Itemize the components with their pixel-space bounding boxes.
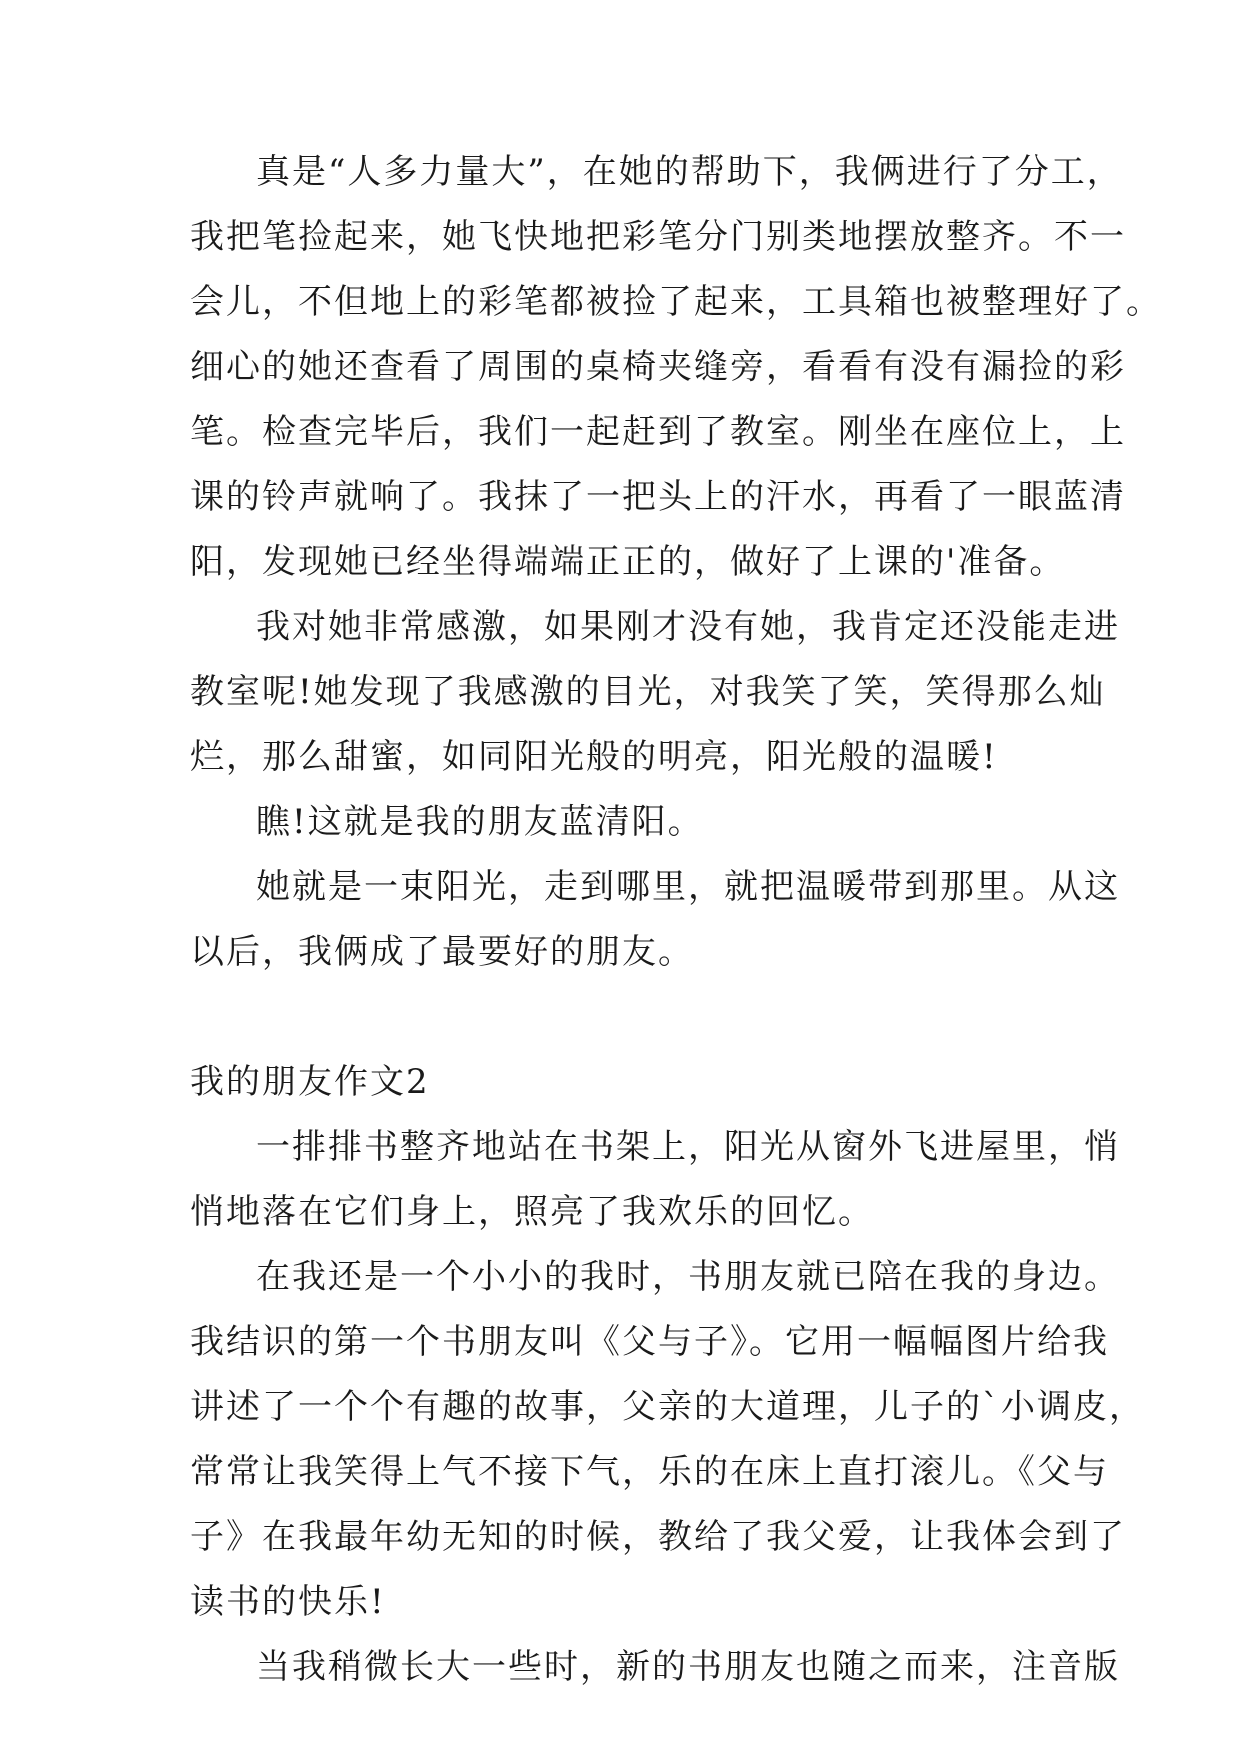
text-line: 会儿，不但地上的彩笔都被捡了起来，工具箱也被整理好了。 <box>190 282 1162 322</box>
text-line: 她就是一束阳光，走到哪里，就把温暖带到那里。从这 <box>256 867 1120 907</box>
text-line: 当我稍微长大一些时，新的书朋友也随之而来，注音版 <box>256 1647 1120 1687</box>
text-line: 我结识的第一个书朋友叫《父与子》。它用一幅幅图片给我 <box>190 1322 1109 1362</box>
text-line: 课的铃声就响了。我抹了一把头上的汗水，再看了一眼蓝清 <box>190 477 1126 517</box>
text-line: 真是“人多力量大”，在她的帮助下，我俩进行了分工， <box>256 152 1123 192</box>
text-line: 我把笔捡起来，她飞快地把彩笔分门别类地摆放整齐。不一 <box>190 217 1126 257</box>
text-line: 细心的她还查看了周围的桌椅夹缝旁，看看有没有漏捡的彩 <box>190 347 1126 387</box>
text-line: 在我还是一个小小的我时，书朋友就已陪在我的身边。 <box>256 1257 1120 1297</box>
text-line: 我对她非常感激，如果刚才没有她，我肯定还没能走进 <box>256 607 1120 647</box>
text-line: 阳，发现她已经坐得端端正正的，做好了上课的'准备。 <box>190 542 1066 582</box>
text-line: 悄地落在它们身上，照亮了我欢乐的回忆。 <box>190 1192 874 1232</box>
text-line: 以后，我俩成了最要好的朋友。 <box>190 932 694 972</box>
text-line: 教室呢!她发现了我感激的目光，对我笑了笑，笑得那么灿 <box>190 672 1106 712</box>
text-line: 笔。检查完毕后，我们一起赶到了教室。刚坐在座位上，上 <box>190 412 1126 452</box>
text-line: 烂，那么甜蜜，如同阳光般的明亮，阳光般的温暖! <box>190 737 998 777</box>
text-line: 瞧!这就是我的朋友蓝清阳。 <box>256 802 704 842</box>
text-line: 一排排书整齐地站在书架上，阳光从窗外飞进屋里，悄 <box>256 1127 1120 1167</box>
text-line: 子》在我最年幼无知的时候，教给了我父爱，让我体会到了 <box>190 1517 1126 1557</box>
text-line: 常常让我笑得上气不接下气，乐的在床上直打滚儿。《父与 <box>190 1452 1109 1492</box>
text-line: 讲述了一个个有趣的故事，父亲的大道理，儿子的`小调皮， <box>190 1387 1145 1427</box>
section-heading: 我的朋友作文2 <box>190 1062 430 1102</box>
text-line: 读书的快乐! <box>190 1582 386 1622</box>
